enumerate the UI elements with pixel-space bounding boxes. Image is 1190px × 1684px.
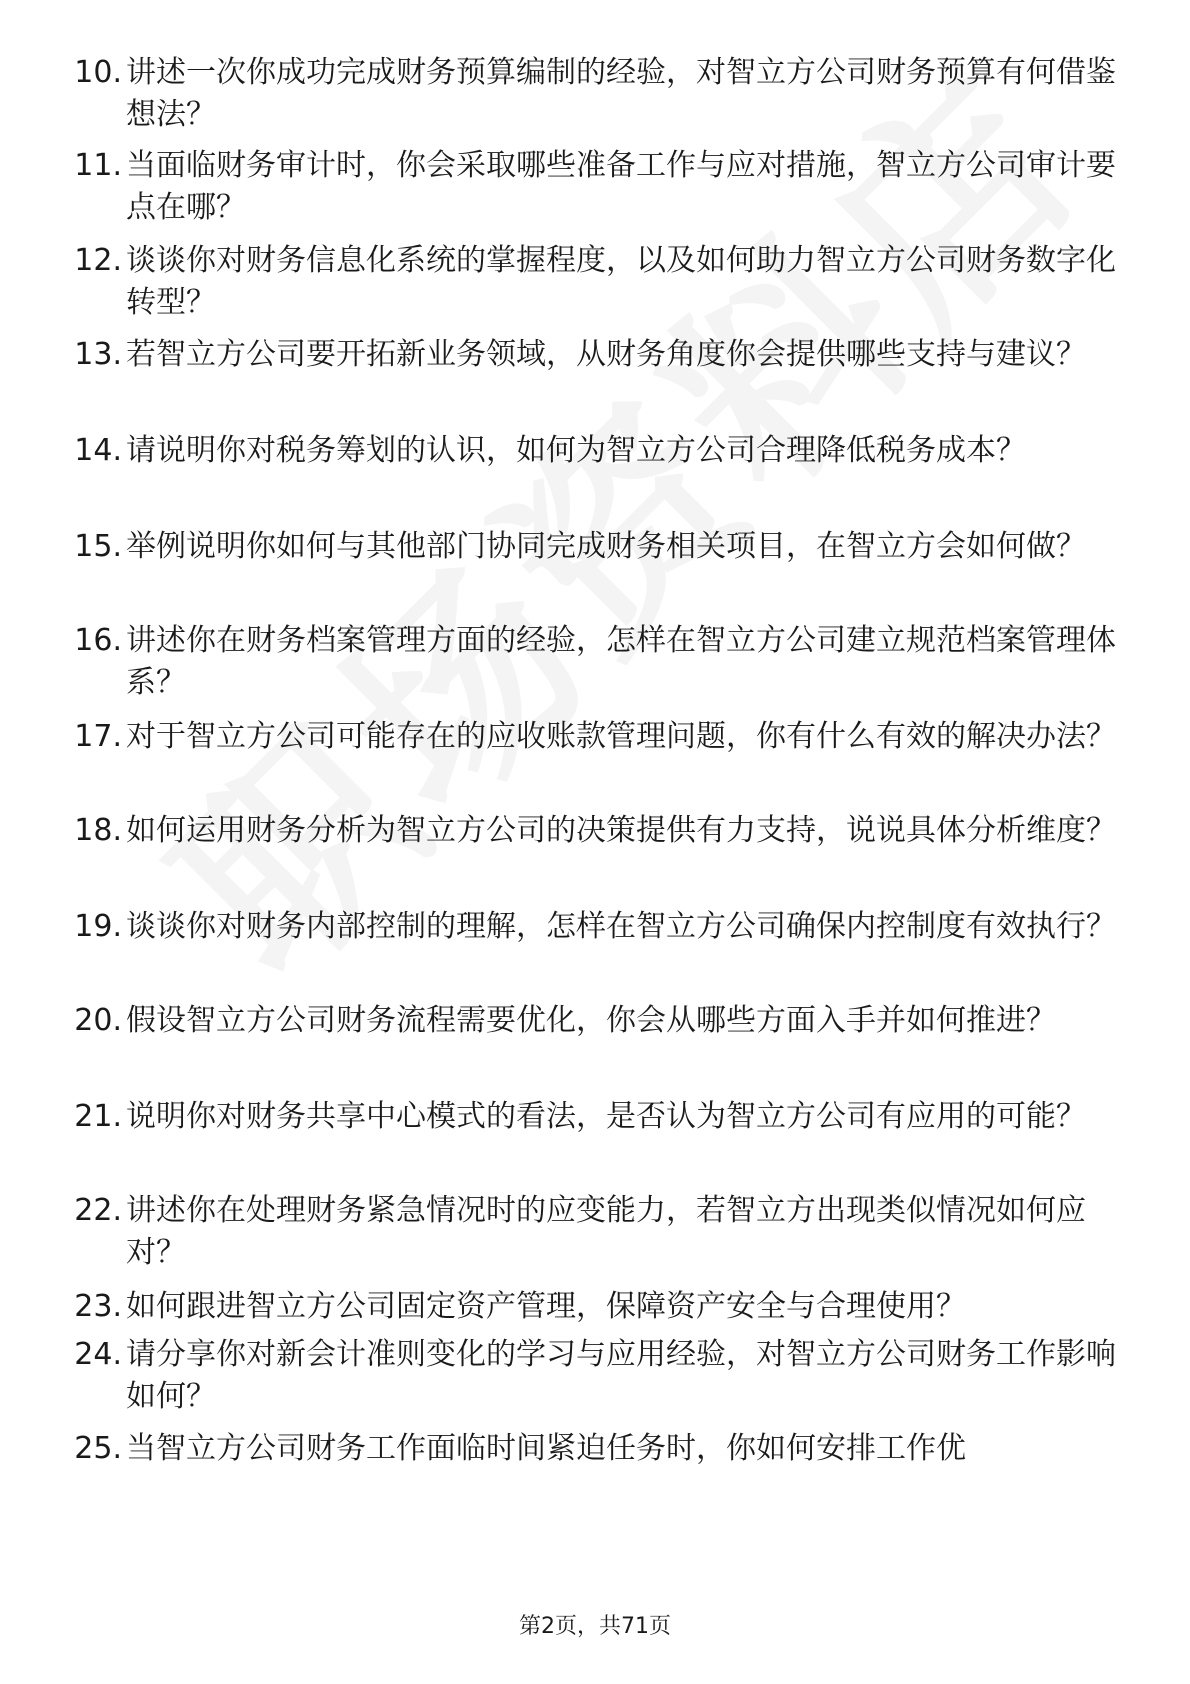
question-text: 谈谈你对财务内部控制的理解，怎样在智立方公司确保内控制度有效执行？ <box>126 909 1116 944</box>
list-item <box>58 1000 1118 1090</box>
question-number: 18. <box>74 813 122 848</box>
question-text: 讲述你在处理财务紧急情况时的应变能力，若智立方出现类似情况如何应对？ <box>126 1193 1086 1270</box>
question-text: 讲述一次你成功完成财务预算编制的经验，对智立方公司财务预算有何借鉴想法？ <box>126 55 1116 132</box>
page-number: 第2页，共71页 <box>519 1614 671 1639</box>
question-number: 12. <box>74 243 122 278</box>
list-item <box>58 906 1118 996</box>
question-number: 11. <box>74 148 122 183</box>
question-number: 23. <box>74 1289 122 1324</box>
question-text: 讲述你在财务档案管理方面的经验，怎样在智立方公司建立规范档案管理体系？ <box>126 623 1116 700</box>
question-number: 20. <box>74 1003 122 1038</box>
question-text: 当智立方公司财务工作面临时间紧迫任务时，你如何安排工作优 <box>126 1431 966 1466</box>
question-number: 15. <box>74 529 122 564</box>
list-item <box>58 145 1118 235</box>
question-number: 13. <box>74 337 122 372</box>
list-item <box>58 1334 1118 1424</box>
list-item <box>58 1096 1118 1186</box>
question-number: 24. <box>74 1337 122 1372</box>
list-item <box>58 620 1118 710</box>
list-item <box>58 240 1118 330</box>
question-text: 请分享你对新会计准则变化的学习与应用经验，对智立方公司财务工作影响如何？ <box>126 1337 1116 1414</box>
list-item <box>58 1286 1118 1332</box>
list-item <box>58 1190 1118 1280</box>
question-text: 对于智立方公司可能存在的应收账款管理问题，你有什么有效的解决办法？ <box>126 719 1116 754</box>
question-text: 举例说明你如何与其他部门协同完成财务相关项目，在智立方会如何做？ <box>126 529 1086 564</box>
list-item <box>58 52 1118 142</box>
list-item <box>58 1428 1118 1474</box>
question-text: 如何跟进智立方公司固定资产管理，保障资产安全与合理使用？ <box>126 1289 966 1324</box>
question-text: 说明你对财务共享中心模式的看法，是否认为智立方公司有应用的可能？ <box>126 1099 1086 1134</box>
question-text: 假设智立方公司财务流程需要优化，你会从哪些方面入手并如何推进？ <box>126 1003 1056 1038</box>
question-number: 16. <box>74 623 122 658</box>
question-number: 25. <box>74 1431 122 1466</box>
question-number: 19. <box>74 909 122 944</box>
question-text: 如何运用财务分析为智立方公司的决策提供有力支持，说说具体分析维度？ <box>126 813 1116 848</box>
list-item <box>58 716 1118 806</box>
list-item <box>58 430 1118 520</box>
question-number: 10. <box>74 55 122 90</box>
question-text: 若智立方公司要开拓新业务领域，从财务角度你会提供哪些支持与建议？ <box>126 337 1086 372</box>
question-text: 当面临财务审计时，你会采取哪些准备工作与应对措施，智立方公司审计要点在哪？ <box>126 148 1116 225</box>
question-number: 14. <box>74 433 122 468</box>
list-item <box>58 526 1118 616</box>
list-item <box>58 334 1118 424</box>
question-number: 17. <box>74 719 122 754</box>
question-text: 谈谈你对财务信息化系统的掌握程度，以及如何助力智立方公司财务数字化转型？ <box>126 243 1116 320</box>
question-text: 请说明你对税务筹划的认识，如何为智立方公司合理降低税务成本？ <box>126 433 1026 468</box>
list-item <box>58 810 1118 900</box>
question-number: 22. <box>74 1193 122 1228</box>
question-number: 21. <box>74 1099 122 1134</box>
